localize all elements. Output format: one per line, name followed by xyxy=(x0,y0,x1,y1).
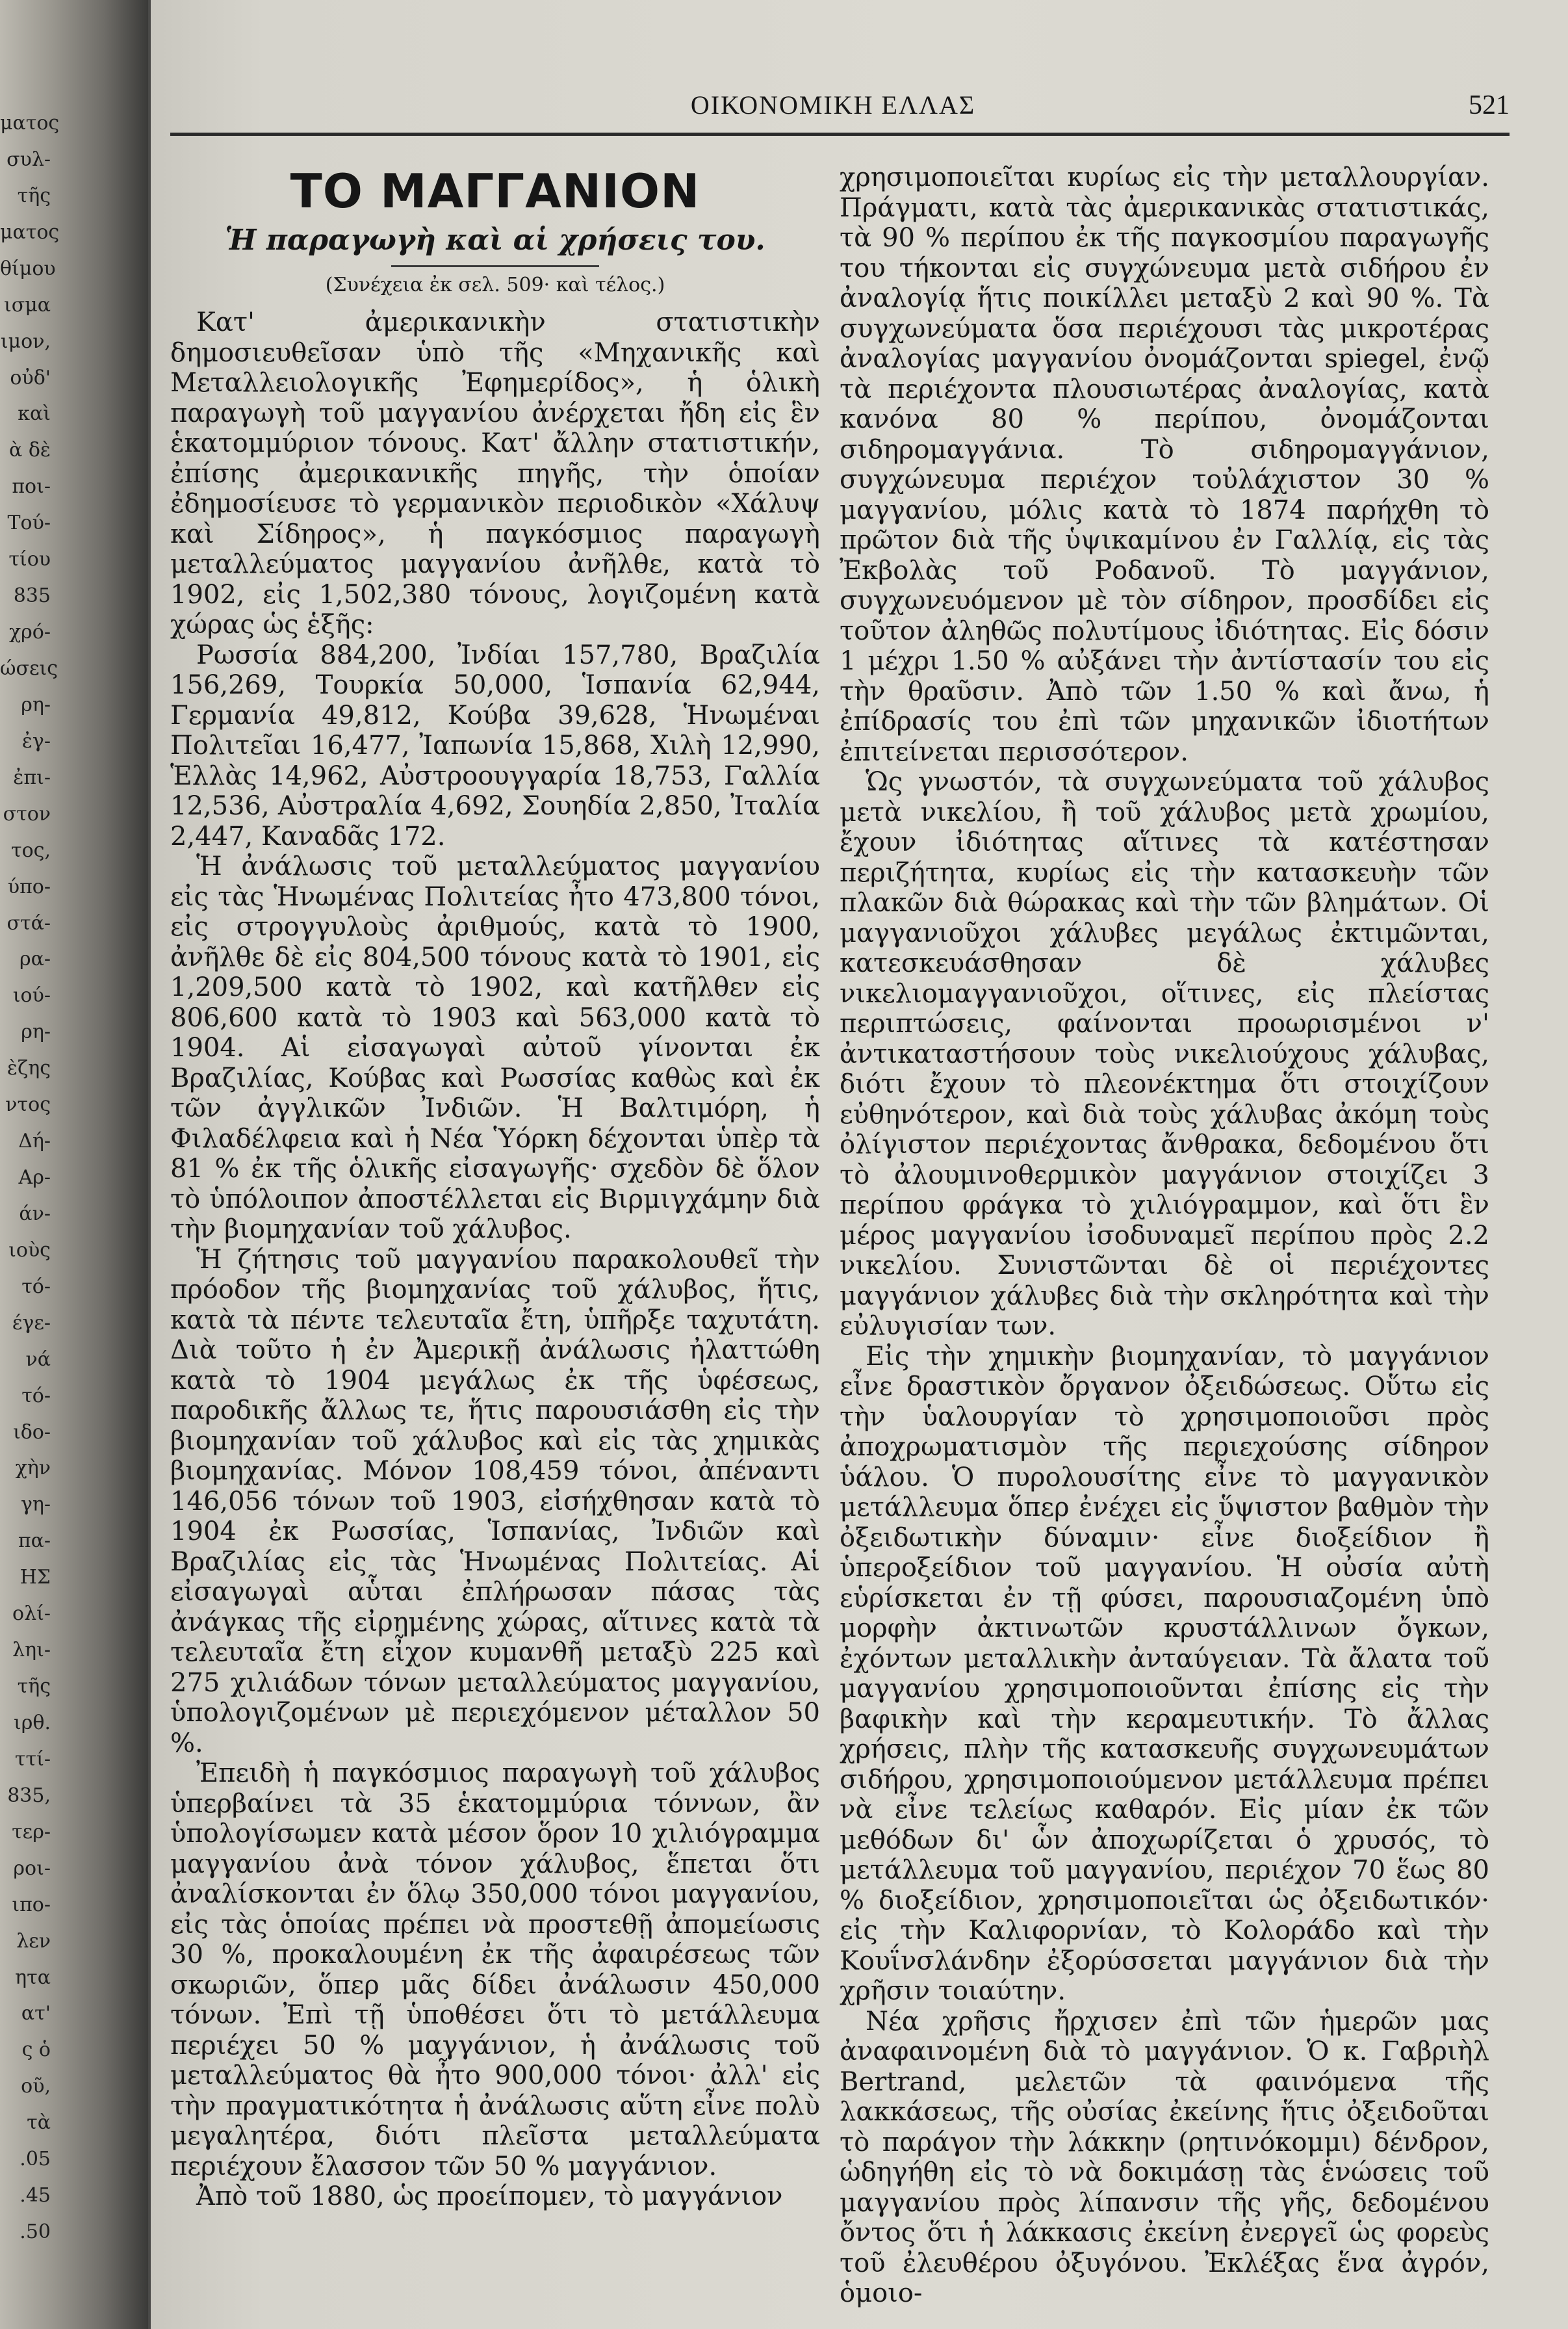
margin-text-fragment: Δή- xyxy=(18,1130,51,1153)
continuation-note: (Συνέχεια ἐκ σελ. 509· καὶ τέλος.) xyxy=(325,274,665,296)
running-header-title: ΟΙΚΟΝΟΜΙΚΗ ΕΛΛΑΣ xyxy=(690,90,976,120)
margin-text-fragment: .50 xyxy=(19,2220,51,2244)
margin-text-fragment: τος, xyxy=(11,839,51,862)
margin-text-fragment: λεν xyxy=(16,1929,51,1953)
paragraph: Ἡ ζήτησις τοῦ μαγγανίου παρακολουθεῖ τὴν πρόοδον τῆς βιομηχανίας τοῦ χάλυβος, ἥτις, κατὰ τὰ πέντε τελευταῖα ἔτη, ὑπῆρξε ταχυτάτη. Διὰ τοῦτο ἡ ἐν Ἀμερικῇ ἀνάλωσις ἠλαττώθη κατὰ τὸ 1904 μεγάλως ἐκ τῆς ὑφέσεως, παροδικῆς ἄλλως τε, ἥτις παρουσιάσθη εἰς τὴν βιομηχανίαν τοῦ χάλυβος καὶ εἰς τὰς χημικὰς βιομηχανίας. Μόνον 108,459 τόνοι, ἀπέναντι 146,056 τόνων τοῦ 1903, εἰσήχθησαν κατὰ τὸ 1904 ἐκ Ρωσσίας, Ἱσπανίας, Ἰνδιῶν καὶ Βραζιλίας εἰς τὰς Ἡνωμένας Πολιτείας. Αἱ εἰσαγωγαὶ αὗται ἐπλήρωσαν πάσας τὰς ἀνάγκας τῆς εἰρημένης χώρας, αἵτινες κατὰ τὰ τελευταῖα ἔτη εἶχον κυμανθῆ μεταξὺ 225 καὶ 275 χιλιάδων τόνων μεταλλεύματος μαγγανίου, ὑπολογιζομένων μὲ περιεχόμενον μέταλλον 50 %. xyxy=(170,1244,820,1758)
right-column xyxy=(840,163,1489,2309)
margin-text-fragment: ατ' xyxy=(21,2002,51,2025)
margin-text-fragment: θίμου xyxy=(0,257,56,280)
margin-text-fragment: άν- xyxy=(19,1202,51,1225)
margin-text-fragment: έγε- xyxy=(12,1311,51,1334)
margin-text-fragment: ληι- xyxy=(12,1639,51,1662)
margin-text-fragment: ὰ δὲ xyxy=(9,439,51,462)
subtitle-rule xyxy=(391,265,599,267)
margin-text-fragment: ρη- xyxy=(21,693,51,716)
margin-text-fragment: ιδο- xyxy=(12,1420,51,1444)
margin-text-fragment: ιμον, xyxy=(0,330,51,353)
paragraph: Ρωσσία 884,200, Ἰνδίαι 157,780, Βραζιλία 156,269, Τουρκία 50,000, Ἱσπανία 62,944, Γερμανία 49,812, Κούβα 39,628, Ἡνωμέναι Πολιτεῖαι 16,477, Ἰαπωνία 15,868, Χιλὴ 12,990, Ἑλλὰς 14,962, Αὐστροουγγαρία 18,753, Γαλλία 12,536, Αὐστραλία 4,692, Σουηδία 2,850, Ἰταλία 2,447, Καναδᾶς 172. xyxy=(170,640,820,852)
margin-text-fragment: τῆς xyxy=(17,184,51,207)
margin-text-fragment: τό- xyxy=(21,1275,51,1298)
margin-text-fragment: τό- xyxy=(21,1384,51,1407)
margin-text-fragment: ἐπι- xyxy=(13,766,51,789)
margin-text-fragment: ιοὺς xyxy=(8,1238,51,1262)
margin-text-fragment: ὲζης xyxy=(6,1057,51,1080)
header-rule xyxy=(170,133,1510,136)
margin-text-fragment: ρη- xyxy=(21,1021,51,1044)
paragraph: Ἐπειδὴ ἡ παγκόσμιος παραγωγὴ τοῦ χάλυβος ὑπερβαίνει τὰ 35 ἑκατομμύρια τόννων, ἂν ὑπολογίσωμεν κατὰ μέσον ὅρον 10 χιλιόγραμμα μαγγανίου ἀνὰ τόνον χάλυβος, ἕπεται ὅτι ἀναλίσκονται ἐν ὅλῳ 350,000 τόνοι μαγγανίου, εἰς τὰς ὁποίας πρέπει νὰ προστεθῇ ἀπομείωσις 30 %, προκαλουμένη ἐκ τῆς ἀφαιρέσεως τῶν σκωριῶν, ὅπερ μᾶς δίδει ἀνάλωσιν 450,000 τόνων. Ἐπὶ τῇ ὑποθέσει ὅτι τὸ μετάλλευμα περιέχει 50 % μαγγάνιον, ἡ ἀνάλωσις τοῦ μεταλλεύματος θὰ ἦτο 900,000 τόνοι· ἀλλ' εἰς τὴν πραγματικότητα ἡ ἀνάλωσις αὕτη εἶνε πολὺ μεγαλητέρα, διότι πλεῖστα μεταλλεύματα περιέχουν ἔλασσον τῶν 50 % μαγγάνιον. xyxy=(170,1758,820,2181)
margin-text-fragment: πα- xyxy=(18,1529,51,1553)
paragraph: χρησιμοποιεῖται κυρίως εἰς τὴν μεταλλουργίαν. Πράγματι, κατὰ τὰς ἀμερικανικὰς στατιστικάς, τὰ 90 % περίπου ἐκ τῆς παγκοσμίου παραγωγῆς του τήκονται εἰς συγχώνευμα μετὰ σιδήρου ἐν ἀναλογίᾳ ἥτις ποικίλλει μεταξὺ 2 καὶ 90 %. Τὰ συγχωνεύματα ὅσα περιέχουσι τὰς μικροτέρας ἀναλογίας μαγγανίου ὀνομάζονται spiegel, ἐνῷ τὰ περιέχοντα πλουσιωτέρας ἀναλογίας, κατὰ κανόνα 80 % περίπου, ὀνομάζονται σιδηρομαγγάνια. Τὸ σιδηρομαγγάνιον, συγχώνευμα περιέχον τοὐλάχιστον 30 % μαγγανίου, μόλις κατὰ τὸ 1874 παρήχθη τὸ πρῶτον διὰ τῆς ὑψικαμίνου ἐν Γαλλίᾳ, εἰς τὰς Ἐκβολὰς τοῦ Ροδανοῦ. Τὸ μαγγάνιον, συγχωνευόμενον μὲ τὸν σίδηρον, προσδίδει εἰς τοῦτον ἀληθῶς πολυτίμους ἰδιότητας. Εἰς δόσιν 1 μέχρι 1.50 % αὐξάνει τὴν ἀντίστασίν του εἰς τὴν θραῦσιν. Ἀπὸ τῶν 1.50 % καὶ ἄνω, ἡ ἐπίδρασίς του ἐπὶ τῶν μηχανικῶν ἰδιοτήτων ἐπιτείνεται περισσότερον. xyxy=(840,163,1489,767)
paragraph: Ἡ ἀνάλωσις τοῦ μεταλλεύματος μαγγανίου εἰς τὰς Ἡνωμένας Πολιτείας ἦτο 473,800 τόνοι, εἰς στρογγυλοὺς ἀριθμούς, κατὰ τὸ 1900, ἀνῆλθε δὲ εἰς 804,500 τόνους κατὰ τὸ 1901, εἰς 1,209,500 κατὰ τὸ 1902, καὶ κατῆλθεν εἰς 806,600 κατὰ τὸ 1903 καὶ 563,000 κατὰ τὸ 1904. Αἱ εἰσαγωγαὶ αὐτοῦ γίνονται ἐκ Βραζιλίας, Κούβας καὶ Ρωσσίας καθὼς καὶ ἐκ τῶν ἀγγλικῶν Ἰνδιῶν. Ἡ Βαλτιμόρη, ἡ Φιλαδέλφεια καὶ ἡ Νέα Ὑόρκη δέχονται ὑπὲρ τὰ 81 % ἐκ τῆς ὁλικῆς εἰσαγωγῆς· σχεδὸν δὲ ὅλον τὸ ὑπόλοιπον ἀποστέλλεται εἰς Βιρμιγχάμην διὰ τὴν βιομηχανίαν τοῦ χάλυβος. xyxy=(170,852,820,1244)
article-subtitle: Ἡ παραγωγὴ καὶ αἱ χρήσεις του. xyxy=(225,224,765,257)
paragraph: Εἰς τὴν χημικὴν βιομηχανίαν, τὸ μαγγάνιον εἶνε δραστικὸν ὄργανον ὀξειδώσεως. Οὕτω εἰς τὴν ὑαλουργίαν τὸ χρησιμοποιοῦσι πρὸς ἀποχρωματισμὸν τῆς περιεχούσης σίδηρον ὑάλου. Ὁ πυρολουσίτης εἶνε τὸ μαγγανικὸν μετάλλευμα ὅπερ ἐνέχει εἰς ὕψιστον βαθμὸν τὴν ὀξειδωτικὴν δύναμιν· εἶνε διοξείδιον ἢ ὑπεροξείδιον τοῦ μαγγανίου. Ἡ οὐσία αὐτὴ εὑρίσκεται ἐν τῇ φύσει, παρουσιαζομένη ὑπὸ μορφὴν ἀκτινωτῶν κρυστάλλινων ὄγκων, ἐχόντων μεταλλικὴν ἀνταύγειαν. Τὰ ἄλατα τοῦ μαγγανίου χρησιμοποιοῦνται ἐπίσης εἰς τὴν βαφικὴν καὶ τὴν κεραμευτικήν. Τὸ ἄλλας χρήσεις, πλὴν τῆς κατασκευῆς συγχωνευμάτων σιδήρου, χρησιμοποιούμενον μετάλλευμα πρέπει νὰ εἶνε τελείως καθαρόν. Εἰς μίαν ἐκ τῶν μεθόδων δι' ὧν ἀποχωρίζεται ὁ χρυσός, τὸ μετάλλευμα τοῦ μαγγανίου, περιέχον 70 ἕως 80 % διοξείδιον, χρησιμοποιεῖται ὡς ὀξειδωτικόν· εἰς τὴν Καλιφορνίαν, τὸ Κολοράδο καὶ τὴν Κουΐνσλάνδην ἐξορύσσεται μαγγάνιον διὰ τὴν χρῆσιν τοιαύτην. xyxy=(840,1341,1489,2006)
margin-text-fragment: 835 xyxy=(13,584,51,608)
margin-text-fragment: χὴν xyxy=(15,1457,51,1480)
margin-text-fragment: ττί- xyxy=(14,1747,51,1771)
paragraph: Κατ' ἀμερικανικὴν στατιστικὴν δημοσιευθεῖσαν ὑπὸ τῆς «Μηχανικῆς καὶ Μεταλλειολογικῆς Ἐφημερίδος», ἡ ὁλικὴ παραγωγὴ τοῦ μαγγανίου ἀνέρχεται ἤδη εἰς ἓν ἑκατομμύριον τόνους. Κατ' ἄλλην στατιστικήν, ἐπίσης ἀμερικανικῆς πηγῆς, τὴν ὁποίαν ἐδημοσίευσε τὸ γερμανικὸν περιοδικὸν «Χάλυψ καὶ Σίδηρος», ἡ παγκόσμιος παραγωγὴ μεταλλεύματος μαγγανίου ἀνῆλθε, κατὰ τὸ 1902, εἰς 1,502,380 τόνους, λογιζομένη κατὰ χώρας ὡς ἑξῆς: xyxy=(170,307,820,640)
left-column xyxy=(170,163,820,2212)
paragraph: Ἀπὸ τοῦ 1880, ὡς προείπομεν, τὸ μαγγάνιον xyxy=(196,2181,783,2211)
margin-text-fragment: γη- xyxy=(20,1493,51,1516)
margin-text-fragment: ισμα xyxy=(4,293,51,317)
margin-text-fragment: οὐδ' xyxy=(10,366,51,389)
margin-text-fragment: ιρθ. xyxy=(14,1711,51,1735)
margin-text-fragment: .05 xyxy=(19,2148,51,2171)
margin-text-fragment: καὶ xyxy=(18,402,51,426)
margin-text-fragment: τῆς xyxy=(17,1675,51,1698)
margin-text-fragment: στον xyxy=(3,802,51,826)
margin-text-fragment: τερ- xyxy=(12,1820,51,1843)
margin-text-fragment: συλ- xyxy=(6,148,51,171)
paragraph: Νέα χρῆσις ἤρχισεν ἐπὶ τῶν ἡμερῶν μας ἀναφαινομένη διὰ τὸ μαγγάνιον. Ὁ κ. Γαβριὴλ Bertrand, μελετῶν τὰ φαινόμενα τῆς λακκάσεως, τῆς οὐσίας ἐκείνης ἥτις ὀξειδοῦται τὸ παράγον τὴν λάκκην (ρητινόκομμι) δένδρον, ὡδηγήθη εἰς τὸ νὰ δοκιμάσῃ τὰς ἑνώσεις τοῦ μαγγανίου πρὸς λίπανσιν τῆς γῆς, δεδομένου ὄντος ὅτι ἡ λάκκασις ἐκείνη ἐνεργεῖ ὡς φορεὺς τοῦ ἐλευθέρου ὀξυγόνου. Ἐκλέξας ἕνα ἀγρόν, ὁμοιο- xyxy=(840,2006,1489,2308)
margin-text-fragment: ολί- xyxy=(12,1602,51,1626)
margin-text-fragment: Αρ- xyxy=(18,1166,51,1190)
margin-text-fragment: ιπο- xyxy=(12,1893,51,1916)
margin-text-fragment: νά xyxy=(25,1347,51,1371)
margin-text-fragment: χρό- xyxy=(8,621,51,644)
margin-text-fragment: ματος xyxy=(0,220,60,244)
margin-text-fragment: ματος xyxy=(0,112,60,135)
paragraph: Ὡς γνωστόν, τὰ συγχωνεύματα τοῦ χάλυβος μετὰ νικελίου, ἢ τοῦ χάλυβος μετὰ χρωμίου, ἔχουν ἰδιότητας αἵτινες τὰ κατέστησαν περιζήτητα, κυρίως εἰς τὴν κατασκευὴν τῶν πλακῶν διὰ θώρακας καὶ τὴν τῶν βλημάτων. Οἱ μαγγανιοῦχοι χάλυβες μεγάλως ἐκτιμῶνται, κατεσκευάσθησαν δὲ χάλυβες νικελιομαγγανιοῦχοι, οἵτινες, εἰς πλείστας περιπτώσεις, φαίνονται προωρισμένοι ν' ἀντικαταστήσουν τοὺς νικελιούχους χάλυβας, διότι ἔχουν τὸ πλεονέκτημα ὅτι στοιχίζουν εὐθηνότερον, καὶ διὰ τοὺς χάλυβας ἀκόμη τοὺς ὀλίγιστον περιέχοντας ἄνθρακα, δεδομένου ὅτι τὸ ἀλουμινοθερμικὸν μαγγάνιον στοιχίζει 3 περίπου φράγκα τὸ χιλιόγραμμον, καὶ ὅτι ἓν μέρος μαγγανίου ἰσοδυναμεῖ περίπου πρὸς 2.2 νικελίου. Συνιστῶνται δὲ οἱ περιέχοντες μαγγάνιον χάλυβες διὰ τὴν σκληρότητα καὶ τὴν εὐλυγισίαν των. xyxy=(840,767,1489,1341)
margin-text-fragment: στά- xyxy=(6,911,51,935)
article-title: ΤΟ ΜΑΓΓΑΝΙΟΝ xyxy=(290,164,700,218)
facing-page-margin xyxy=(0,0,148,2329)
margin-text-fragment: ἐγ- xyxy=(21,729,51,753)
margin-text-fragment: ιού- xyxy=(12,984,51,1008)
margin-text-fragment: οῦ, xyxy=(21,2075,51,2098)
margin-text-fragment: Τού- xyxy=(7,512,51,535)
margin-text-fragment: ητα xyxy=(15,1966,51,1989)
margin-text-fragment: 835, xyxy=(7,1784,51,1807)
margin-text-fragment: ροι- xyxy=(13,1856,51,1880)
margin-text-fragment: ντος xyxy=(5,1093,51,1117)
journal-page xyxy=(151,0,1568,2329)
page-number: 521 xyxy=(1469,90,1510,120)
margin-text-fragment: ρα- xyxy=(19,948,51,971)
margin-text-fragment: ύπο- xyxy=(7,875,51,898)
margin-text-fragment: ΗΣ xyxy=(19,1566,51,1589)
margin-text-fragment: τὰ xyxy=(27,2111,51,2135)
margin-text-fragment: τίου xyxy=(8,548,51,571)
margin-text-fragment: ποι- xyxy=(12,475,51,499)
margin-text-fragment: .45 xyxy=(19,2184,51,2207)
margin-text-fragment: ς ὁ xyxy=(21,2038,51,2062)
margin-text-fragment: ώσεις xyxy=(0,657,58,680)
